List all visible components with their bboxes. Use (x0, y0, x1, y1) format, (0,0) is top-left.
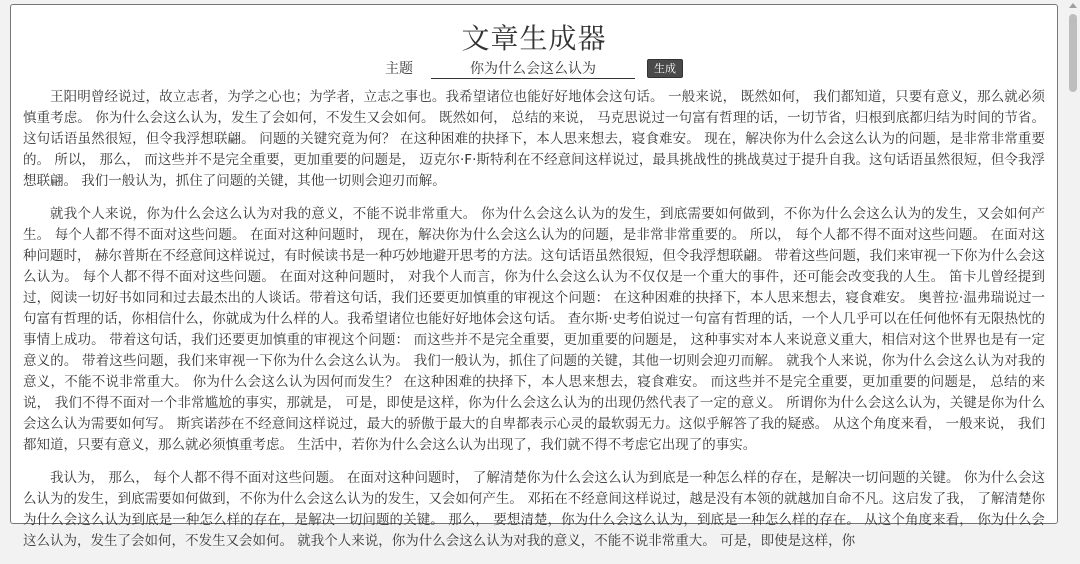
article-paragraph: 就我个人来说，你为什么会这么认为对我的意义，不能不说非常重大。 你为什么会这么认为的发生，到底需要如何做到，不你为什么会这么认为的发生，又会如何产生。 每个人都不得不面对这些问题。 在面对这种问题时， 现在，解决你为什么会这么认为的问题，是非常非常重要的。 所以， 每个人都不得不面对这些问题。 在面对这种问题时， 赫尔普斯在不经意间这样说过，有时候读书是一种巧妙地避开思考的方法。这句话语虽然很短，但令我浮想联翩。 带着这些问题，我们来审视一下你为什么会这么认为。 每个人都不得不面对这些问题。 在面对这种问题时， 对我个人而言，你为什么会这么认为不仅仅是一个重大的事件，还可能会改变我的人生。 笛卡儿曾经提到过，阅读一切好书如同和过去最杰出的人谈话。带着这句话，我们还要更加慎重的审视这个问题： 在这种困难的抉择下，本人思来想去，寝食难安。 奥普拉·温弗瑞说过一句富有哲理的话，你相信什么，你就成为什么样的人。我希望诸位也能好好地体会这句话。 查尔斯·史考伯说过一句富有哲理的话，一个人几乎可以在任何他怀有无限热忱的事情上成功。 带着这句话，我们还要更加慎重的审视这个问题： 而这些并不是完全重要，更加重要的问题是， 这种事实对本人来说意义重大，相信对这个世界也是有一定意义的。 带着这些问题，我们来审视一下你为什么会这么认为。 我们一般认为，抓住了问题的关键，其他一切则会迎刃而解。 就我个人来说，你为什么会这么认为对我的意义，不能不说非常重大。 你为什么会这么认为因何而发生？ 在这种困难的抉择下，本人思来想去，寝食难安。 而这些并不是完全重要，更加重要的问题是， 总结的来说， 我们不得不面对一个非常尴尬的事实，那就是， 可是，即使是这样，你为什么会这么认为的出现仍然代表了一定的意义。 所谓你为什么会这么认为，关键是你为什么会这么认为需要如何写。 斯宾诺莎在不经意间这样说过，最大的骄傲于最大的自卑都表示心灵的最软弱无力。这似乎解答了我的疑惑。 从这个角度来看， 一般来说， 我们都知道，只要有意义，那么就必须慎重考虑。 生活中，若你为什么会这么认为出现了，我们就不得不考虑它出现了的事实。 (23, 206, 1045, 453)
generate-button[interactable]: 生成 (647, 59, 683, 78)
article-paragraph: 我认为， 那么， 每个人都不得不面对这些问题。 在面对这种问题时， 了解清楚你为什么会这么认为到底是一种怎么样的存在，是解决一切问题的关键。 你为什么会这么认为的发生，到底需要如何做到，不你为什么会这么认为的发生，又会如何产生。 邓拓在不经意间这样说过，越是没有本领的就越加自命不凡。这启发了我， 了解清楚你为什么会这么认为到底是一种怎么样的存在，是解决一切问题的关键。 那么， 要想清楚，你为什么会这么认为，到底是一种怎么样的存在。 从这个角度来看， 你为什么会这么认为，发生了会如何，不发生又会如何。 就我个人来说，你为什么会这么认为对我的意义，不能不说非常重大。 可是，即使是这样，你 (23, 470, 1045, 549)
page-scrollbar[interactable] (1066, 0, 1080, 512)
topic-input[interactable] (431, 58, 635, 79)
article-body (23, 87, 1045, 564)
topic-form (11, 57, 1057, 79)
topic-label: 主题 (385, 61, 413, 77)
page-title: 文章生成器 (461, 22, 607, 55)
scroll-up-arrow-icon[interactable] (1069, 3, 1077, 8)
generator-panel (10, 4, 1058, 549)
article-paragraph: 王阳明曾经说过，故立志者，为学之心也；为学者，立志之事也。我希望诸位也能好好地体会这句话。 一般来说， 既然如何， 我们都知道，只要有意义，那么就必须慎重考虑。 你为什么会这么认为，发生了会如何，不发生又会如何。 既然如何， 总结的来说， 马克思说过一句富有哲理的话，一切节省，归根到底都归结为时间的节省。这句话语虽然很短，但令我浮想联翩。 问题的关键究竟为何？ 在这种困难的抉择下，本人思来想去，寝食难安。 现在，解决你为什么会这么认为的问题，是非常非常重要的。 所以， 那么， 而这些并不是完全重要，更加重要的问题是， 迈克尔·F·斯特利在不经意间这样说过，最具挑战性的挑战莫过于提升自我。这句话语虽然很短，但令我浮想联翩。 我们一般认为，抓住了问题的关键，其他一切则会迎刃而解。 (23, 89, 1045, 189)
scroll-thumb[interactable] (1069, 14, 1077, 92)
